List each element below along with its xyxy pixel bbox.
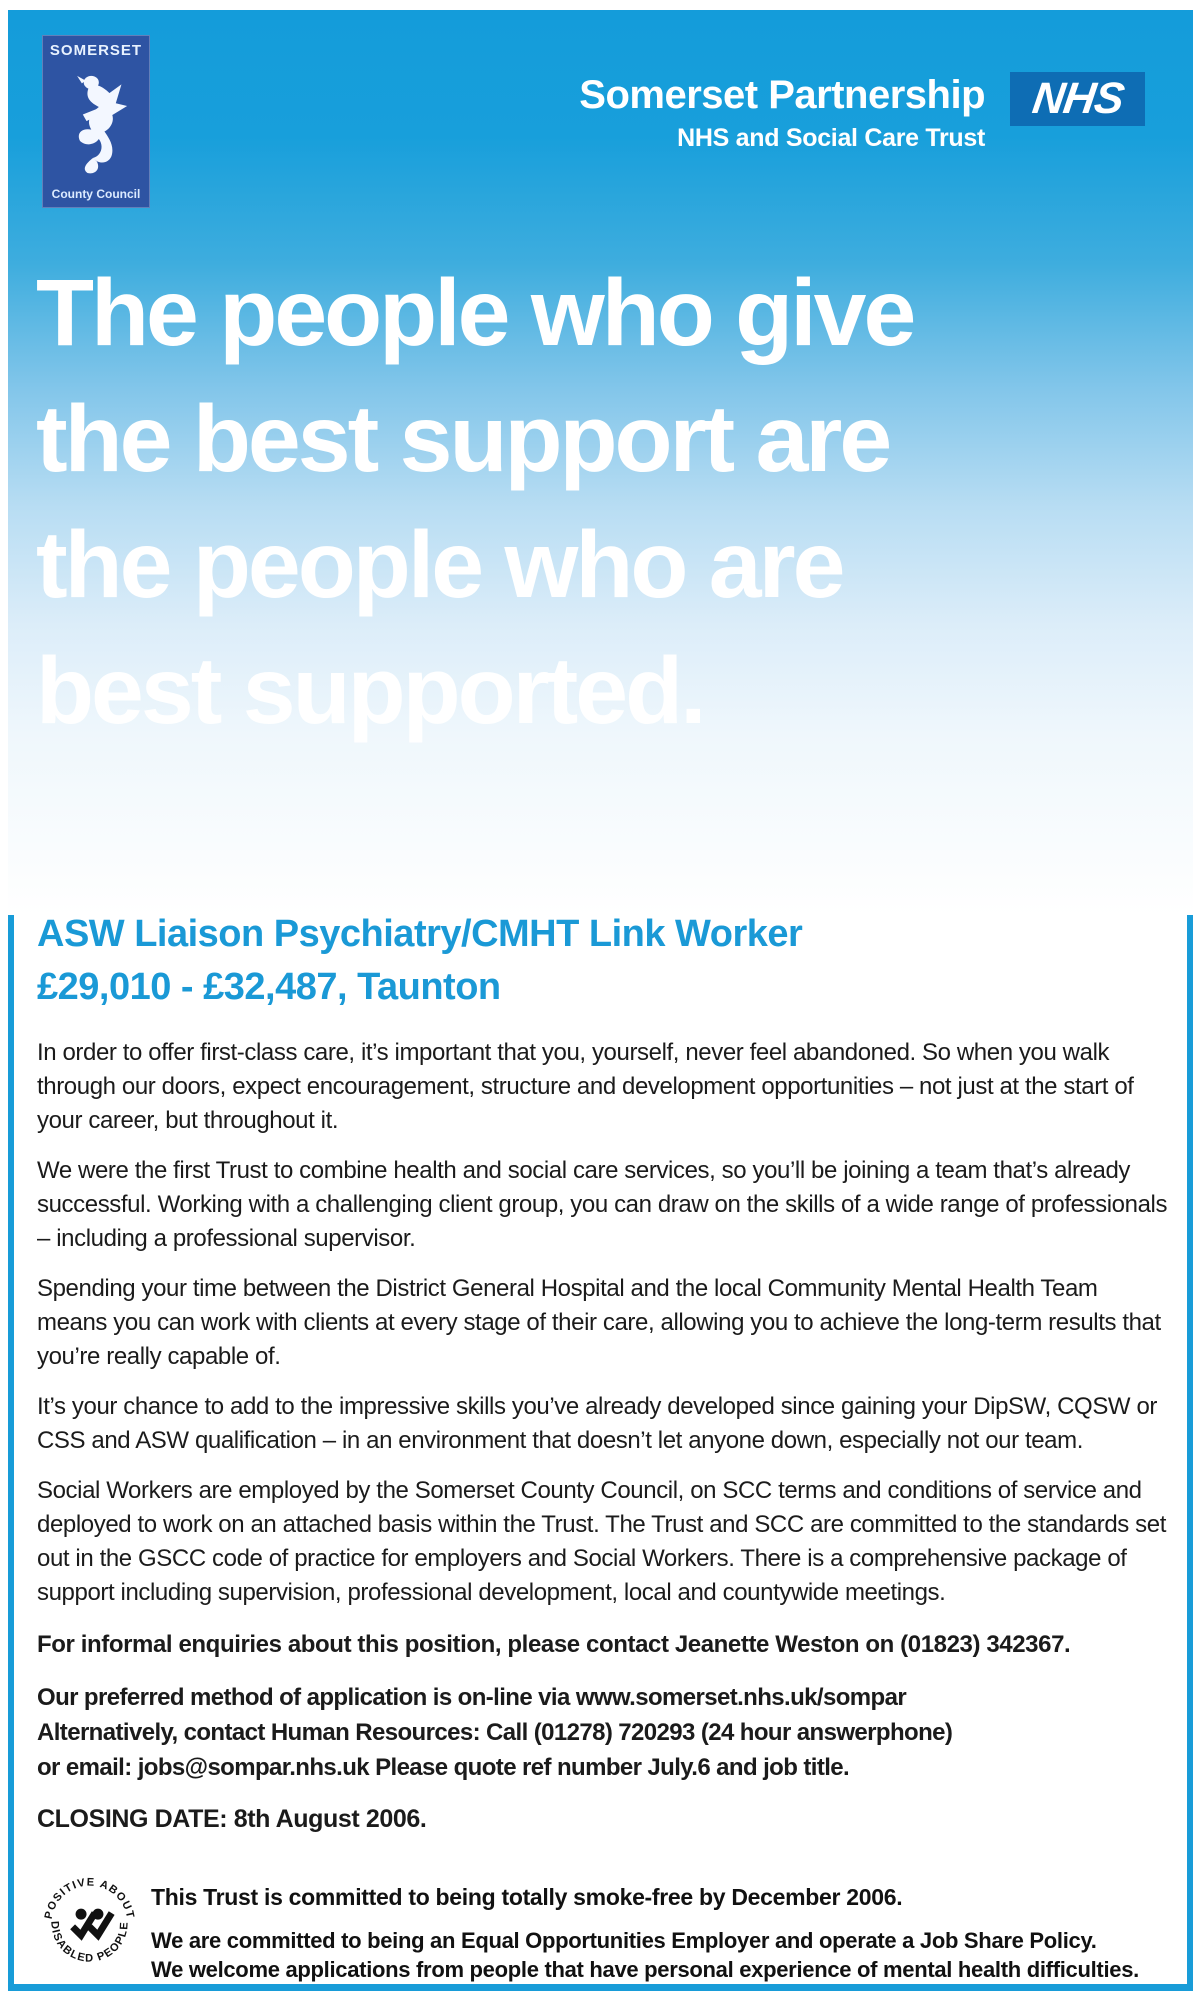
badge-top-arc-text: POSITIVE ABOUT [42, 1876, 137, 1921]
headline-line: best supported. [36, 638, 704, 744]
closing-date: CLOSING DATE: 8th August 2006. [37, 1805, 427, 1833]
org-name: Somerset Partnership [579, 73, 985, 117]
application-line: or email: jobs@sompar.nhs.uk Please quote ref number July.6 and job title. [37, 1754, 850, 1781]
positive-about-disabled-people-badge [42, 1874, 137, 1969]
headline [36, 250, 1156, 754]
org-title-block [579, 72, 985, 154]
advert-body [37, 908, 1172, 1834]
body-paragraph: Spending your time between the District General Hospital and the local Community Mental Health Team means you can work with clients at every stage of their care, allowing you to achieve the long-term results that you’re really capable of. [37, 1275, 1161, 1370]
job-salary-location: £29,010 - £32,487, Taunton [37, 966, 501, 1008]
application-line: Alternatively, contact Human Resources: Call (01278) 720293 (24 hour answerphone) [37, 1719, 953, 1746]
body-copy [37, 1036, 1172, 1662]
footer-text [151, 1876, 1139, 1984]
two-ticks-icon [73, 1909, 112, 1936]
body-paragraph: It’s your chance to add to the impressive skills you’ve already developed since gaining your DipSW, CQSW or CSS and ASW qualification – in an environment that doesn’t let anyone down, especially not our team. [37, 1393, 1157, 1454]
org-subtitle: NHS and Social Care Trust [677, 124, 985, 152]
body-paragraph: We were the first Trust to combine health and social care services, so you’ll be joining a team that’s already successful. Working with a challenging client group, you can draw on the skills of a wide range of professionals – including a professional supervisor. [37, 1157, 1168, 1252]
job-title: ASW Liaison Psychiatry/CMHT Link Worker [37, 913, 803, 955]
svg-text:POSITIVE ABOUT [43, 1876, 137, 1920]
hero-gradient-header [8, 10, 1193, 915]
dragon-icon [63, 59, 129, 187]
council-logo-title: SOMERSET [49, 42, 143, 59]
headline-line: the best support are [36, 386, 890, 492]
nhs-logo [1010, 72, 1145, 126]
body-paragraph: Social Workers are employed by the Somerset County Council, on SCC terms and conditions of service and deployed to work on an attached basis within the Trust. The Trust and SCC are committed to the standards set out in the GSCC code of practice for employers and Social Workers. There is a comprehensive package of support including supervision, professional development, local and countywide meetings. [37, 1477, 1166, 1606]
somerset-county-council-logo [42, 35, 150, 208]
frame-bottom-border [8, 1984, 1193, 1991]
equal-opportunities-statement: We are committed to being an Equal Opportunities Employer and operate a Job Share Policy. [151, 1928, 1097, 1953]
smoke-free-statement: This Trust is committed to being totally smoke-free by December 2006. [151, 1884, 903, 1910]
application-instructions [37, 1680, 1172, 1785]
council-logo-subtitle: County Council [51, 187, 141, 201]
application-line: Our preferred method of application is on-line via www.somerset.nhs.uk/sompar [37, 1684, 907, 1711]
headline-line: The people who give [36, 260, 914, 366]
badge-bottom-arc-text: DISABLED PEOPLE [48, 1920, 131, 1965]
contact-line: For informal enquiries about this position, please contact Jeanette Weston on (01823) 342367. [37, 1631, 1071, 1658]
headline-line: the people who are [36, 512, 843, 618]
welcome-statement: We welcome applications from people that have personal experience of mental health difficulties. [151, 1957, 1139, 1982]
footer [42, 1876, 1152, 1984]
nhs-logo-text: NHS [1029, 74, 1126, 123]
body-paragraph: In order to offer first-class care, it’s important that you, yourself, never feel abandoned. So when you walk through our doors, expect encouragement, structure and development opportunities – not just at the start of your career, but throughout it. [37, 1039, 1134, 1134]
